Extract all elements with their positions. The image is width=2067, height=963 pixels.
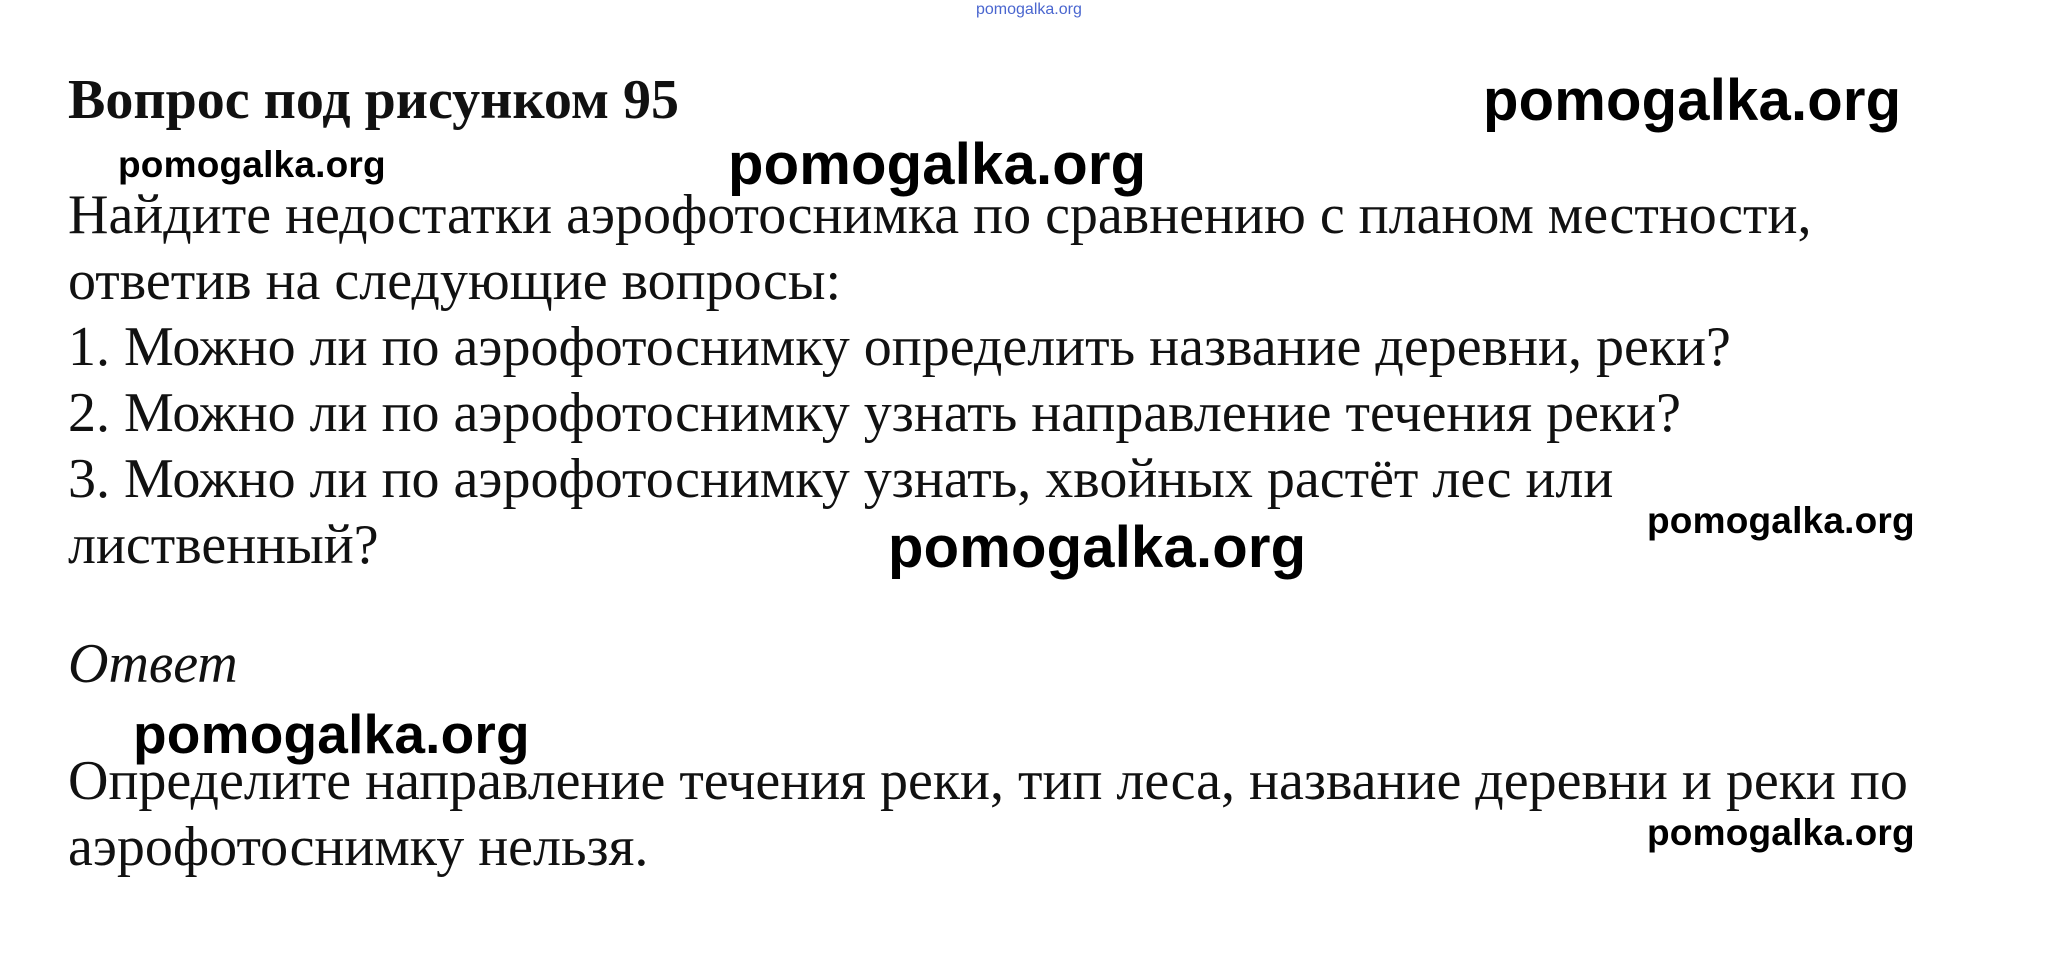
watermark: pomogalka.org	[728, 132, 1147, 197]
watermark: pomogalka.org	[133, 703, 530, 765]
watermark: pomogalka.org	[888, 515, 1307, 580]
watermark: pomogalka.org	[1647, 500, 1915, 541]
answer-label: Ответ	[68, 633, 238, 695]
question-item-3: 3. Можно ли по аэрофотоснимку узнать, хвойных растёт лес или	[68, 448, 1614, 510]
watermark: pomogalka.org	[118, 144, 386, 185]
question-item-2: 2. Можно ли по аэрофотоснимку узнать направление течения реки?	[68, 382, 1682, 444]
answer-line-1: Определите направление течения реки, тип леса, название деревни и реки по	[68, 750, 1908, 812]
question-line-1: Найдите недостатки аэрофотоснимка по сравнению с планом местности,	[68, 184, 1812, 246]
top-watermark: pomogalka.org	[976, 1, 1082, 18]
question-line-2: ответив на следующие вопросы:	[68, 250, 842, 312]
question-item-1: 1. Можно ли по аэрофотоснимку определить название деревни, реки?	[68, 316, 1731, 378]
question-heading: Вопрос под рисунком 95	[68, 69, 679, 131]
watermark: pomogalka.org	[1483, 68, 1902, 133]
answer-line-2: аэрофотоснимку нельзя.	[68, 816, 649, 878]
question-item-3-continuation: лиственный?	[68, 514, 379, 576]
watermark: pomogalka.org	[1647, 812, 1915, 853]
